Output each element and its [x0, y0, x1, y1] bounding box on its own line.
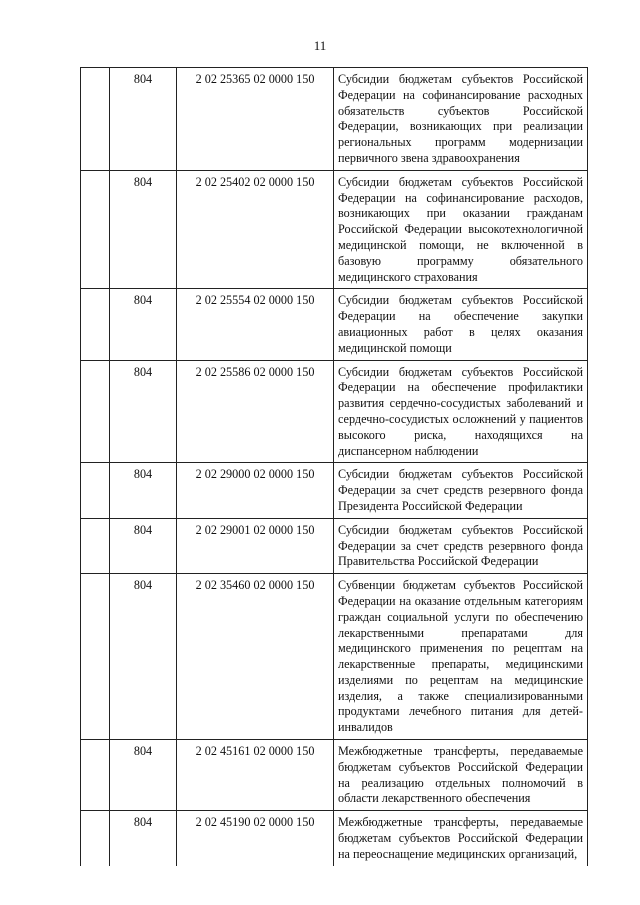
revenue-name-cell: Субвенции бюджетам субъектов Российской Федерации на оказание отдельным категориям граждан социальной услуги по обеспечению лекарственными препаратами для медицинского применения по рецептам на лекарственные препараты, медицинскими изделиями по рецептам на медицинские изделия, а также специализированными продуктами лечебного питания для детей-инвалидов: [334, 574, 588, 740]
empty-cell: [81, 518, 110, 573]
admin-code-cell: 804: [110, 740, 177, 811]
revenue-name-cell: Межбюджетные трансферты, передаваемые бюджетам субъектов Российской Федерации на переоснащение медицинских организаций,: [334, 811, 588, 866]
empty-cell: [81, 740, 110, 811]
revenue-name-cell: Межбюджетные трансферты, передаваемые бюджетам субъектов Российской Федерации на реализацию отдельных полномочий в области лекарственного обеспечения: [334, 740, 588, 811]
admin-code-cell: 804: [110, 170, 177, 289]
revenue-name-cell: Субсидии бюджетам субъектов Российской Федерации на обеспечение закупки авиационных работ в целях оказания медицинской помощи: [334, 289, 588, 360]
revenue-name-cell: Субсидии бюджетам субъектов Российской Федерации за счет средств резервного фонда Президента Российской Федерации: [334, 463, 588, 518]
table-row: [81, 740, 588, 811]
table-row: [81, 518, 588, 573]
empty-cell: [81, 463, 110, 518]
table-row: [81, 170, 588, 289]
table-row: [81, 463, 588, 518]
empty-cell: [81, 68, 110, 171]
admin-code-cell: 804: [110, 518, 177, 573]
budget-revenue-table: [80, 67, 588, 866]
empty-cell: [81, 289, 110, 360]
empty-cell: [81, 360, 110, 463]
empty-cell: [81, 574, 110, 740]
admin-code-cell: 804: [110, 463, 177, 518]
kbk-code-cell: 2 02 25365 02 0000 150: [177, 68, 334, 171]
kbk-code-cell: 2 02 25402 02 0000 150: [177, 170, 334, 289]
table-row: [81, 68, 588, 171]
admin-code-cell: 804: [110, 811, 177, 866]
revenue-name-cell: Субсидии бюджетам субъектов Российской Федерации на софинансирование расходных обязательств субъектов Российской Федерации, возникающих при реализации региональных программ модернизации первичного звена здравоохранения: [334, 68, 588, 171]
kbk-code-cell: 2 02 45161 02 0000 150: [177, 740, 334, 811]
empty-cell: [81, 811, 110, 866]
revenue-name-cell: Субсидии бюджетам субъектов Российской Федерации на обеспечение профилактики развития сердечно-сосудистых заболеваний и сердечно-сосудистых осложнений у пациентов высокого риска, находящихся на диспансерном наблюдении: [334, 360, 588, 463]
kbk-code-cell: 2 02 25554 02 0000 150: [177, 289, 334, 360]
page-number: 11: [313, 38, 327, 53]
kbk-code-cell: 2 02 45190 02 0000 150: [177, 811, 334, 866]
kbk-code-cell: 2 02 25586 02 0000 150: [177, 360, 334, 463]
empty-cell: [81, 170, 110, 289]
revenue-name-cell: Субсидии бюджетам субъектов Российской Федерации на софинансирование расходов, возникающих при оказании гражданам Российской Федерации высокотехнологичной медицинской помощи, не включенной в базовую программу обязательного медицинского страхования: [334, 170, 588, 289]
admin-code-cell: 804: [110, 68, 177, 171]
admin-code-cell: 804: [110, 574, 177, 740]
admin-code-cell: 804: [110, 289, 177, 360]
table-row: [81, 811, 588, 866]
kbk-code-cell: 2 02 35460 02 0000 150: [177, 574, 334, 740]
table-row: [81, 574, 588, 740]
table-row: [81, 360, 588, 463]
kbk-code-cell: 2 02 29001 02 0000 150: [177, 518, 334, 573]
kbk-code-cell: 2 02 29000 02 0000 150: [177, 463, 334, 518]
table-row: [81, 289, 588, 360]
revenue-name-cell: Субсидии бюджетам субъектов Российской Федерации за счет средств резервного фонда Правительства Российской Федерации: [334, 518, 588, 573]
admin-code-cell: 804: [110, 360, 177, 463]
